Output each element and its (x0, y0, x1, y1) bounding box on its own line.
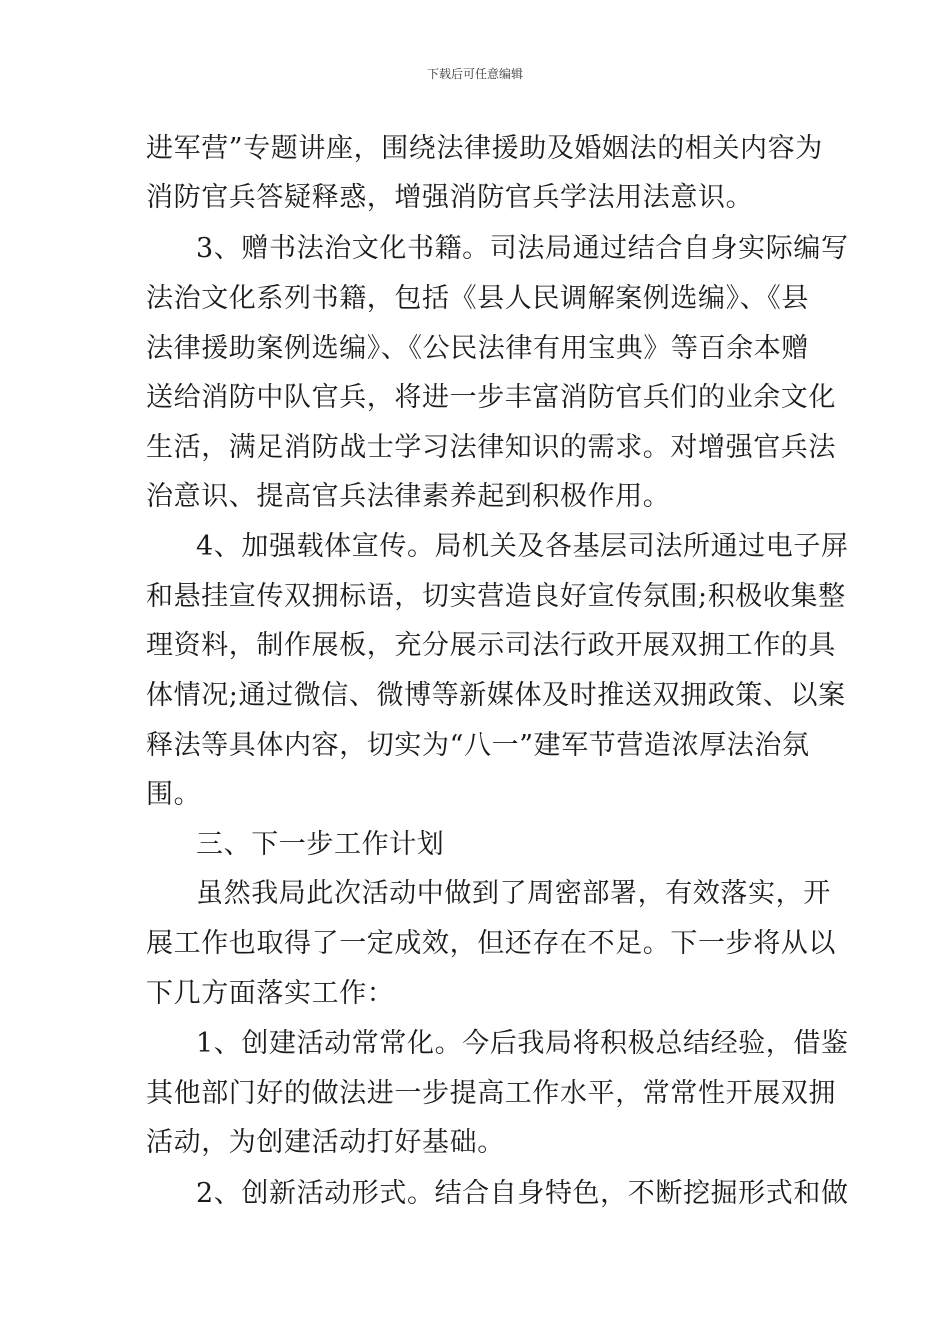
section-heading: 三、下一步工作计划 (196, 829, 445, 860)
body-line: 2、创新活动形式。结合自身特色，不断挖掘形式和做 (196, 1178, 849, 1209)
body-line: 消防官兵答疑释惑，增强消防官兵学法用法意识。 (146, 182, 754, 213)
body-line: 和悬挂宣传双拥标语，切实营造良好宣传氛围;积极收集整 (146, 581, 846, 612)
body-line: 3、赠书法治文化书籍。司法局通过结合自身实际编写 (196, 233, 849, 264)
body-line: 送给消防中队官兵，将进一步丰富消防官兵们的业余文化 (146, 382, 836, 413)
body-line: 治意识、提高官兵法律素养起到积极作用。 (146, 481, 671, 512)
body-line: 围。 (146, 779, 202, 810)
body-line: 释法等具体内容，切实为“八一”建军节营造浓厚法治氛 (146, 730, 810, 761)
body-line: 4、加强载体宣传。局机关及各基层司法所通过电子屏 (196, 531, 849, 562)
body-line: 1、创建活动常常化。今后我局将积极总结经验，借鉴 (196, 1028, 849, 1059)
body-line: 生活，满足消防战士学习法律知识的需求。对增强官兵法 (146, 432, 836, 463)
body-line: 活动，为创建活动打好基础。 (146, 1127, 505, 1158)
body-line: 展工作也取得了一定成效，但还存在不足。下一步将从以 (146, 928, 836, 959)
body-line: 下几方面落实工作： (146, 978, 395, 1009)
body-line: 其他部门好的做法进一步提高工作水平，常常性开展双拥 (146, 1078, 836, 1109)
body-line: 法治文化系列书籍，包括《县人民调解案例选编》、《县 (146, 283, 809, 314)
body-line: 体情况;通过微信、微博等新媒体及时推送双拥政策、以案 (146, 680, 846, 711)
body-line: 理资料，制作展板，充分展示司法行政开展双拥工作的具 (146, 630, 836, 661)
body-line: 进军营”专题讲座，围绕法律援助及婚姻法的相关内容为 (146, 133, 823, 164)
body-line: 虽然我局此次活动中做到了周密部署，有效落实，开 (196, 878, 831, 909)
body-line: 法律援助案例选编》、《公民法律有用宝典》等百余本赠 (146, 333, 809, 364)
page-header: 下载后可任意编辑 (426, 67, 523, 81)
